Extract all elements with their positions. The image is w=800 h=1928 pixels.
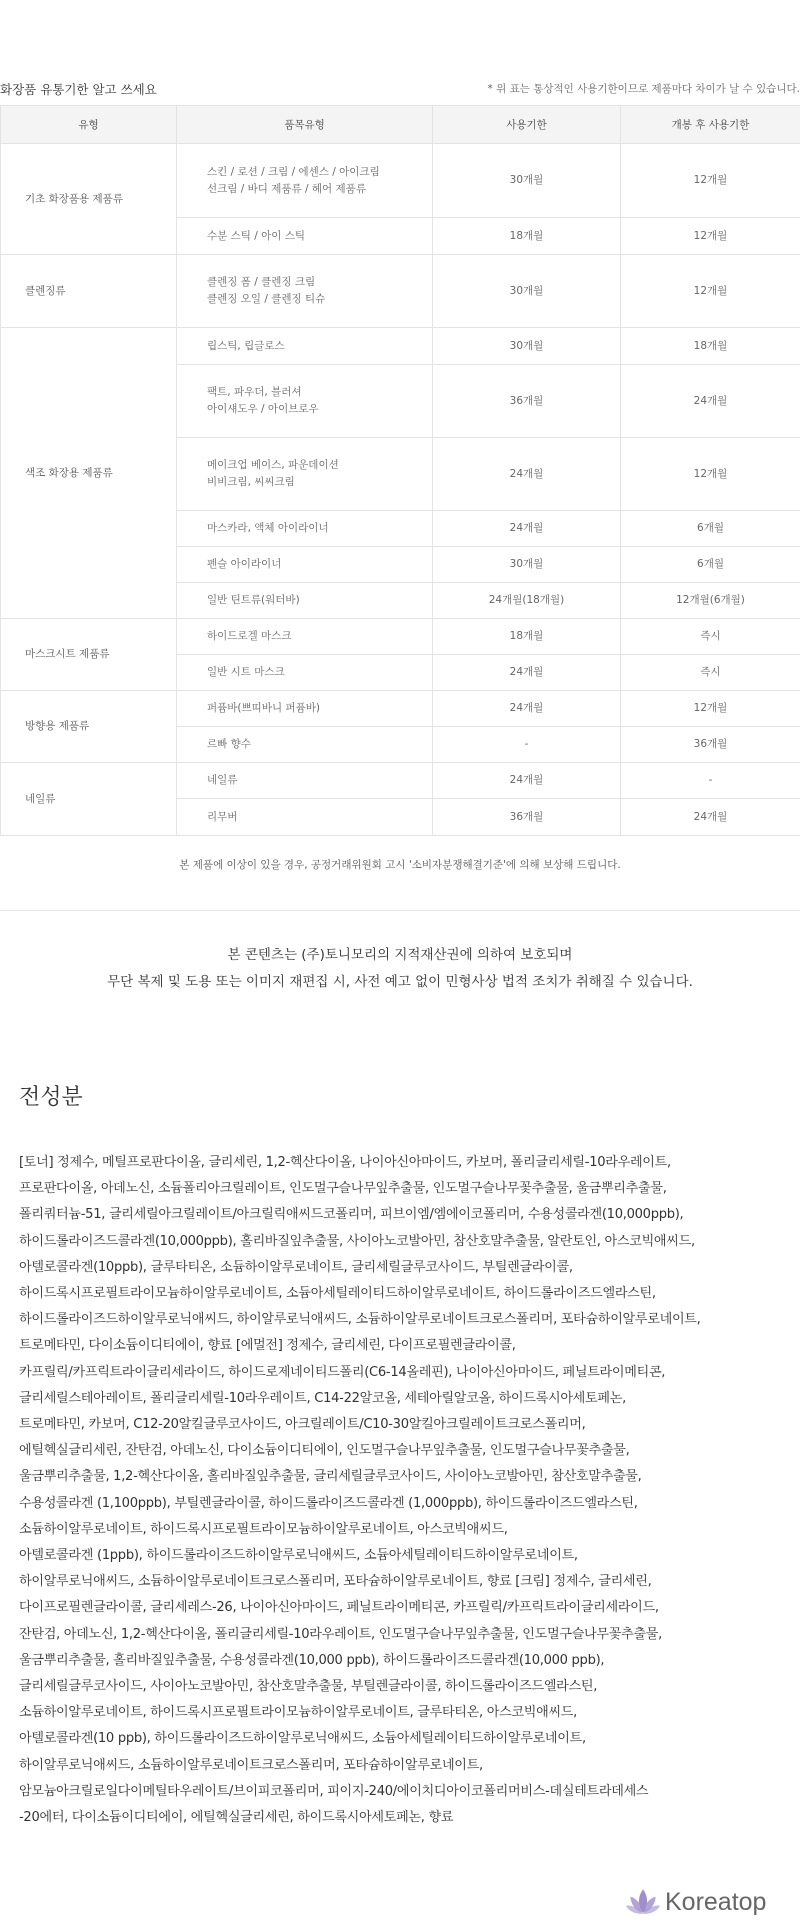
shelf-life-cell: 24개월 xyxy=(433,655,621,691)
items-cell: 스킨 / 로션 / 크림 / 에센스 / 아이크림 선크림 / 바디 제품류 / 헤어 제품류 xyxy=(177,144,433,218)
column-header-items: 품목유형 xyxy=(177,106,433,144)
ingredients-text: [토너] 정제수, 메틸프로판다이올, 글리세린, 1,2-헥산다이올, 나이아신아마이드, 카보머, 폴리글리세릴-10라우레이트, 프로판다이올, 아데노신, 소듐폴리아크릴레이트, 인도멀구슬나무잎추출물, 인도멀구슬나무꽃추출물, 울금뿌리추출물, 폴리쿼터늄-51, 글리세릴아크릴레이트/아크릴릭애씨드코폴리머, 피브이엠/엠에이코폴리머, 수용성콜라겐(10,000ppb), 하이드롤라이즈드콜라겐(10,000ppb), 홀리바질잎추출물, 사이아노코발아민, 참산호말추출물, 알란토인, 아스코빅애씨드, 아텔로콜라겐(10ppb), 글루타티온, 소듐하이알루로네이트, 글리세릴글루코사이드, 부틸렌글라이콜, 하이드록시프로필트라이모늄하이알루로네이트, 소듐아세틸레이티드하이알루로네이트, 하이드롤라이즈드엘라스틴, 하이드롤라이즈드하이알루로닉애씨드, 하이알루로닉애씨드, 소듐하이알루로네이트크로스폴리머, 포타슘하이알루로네이트, 트로메타민, 다이소듐이디티에이, 향료 [에멀전] 정제수, 글리세린, 다이프로필렌글라이콜, 카프릴릭/카프릭트라이글리세라이드, 하이드로제네이티드폴리(C6-14올레핀), 나이아신아마이드, 페닐트라이메티콘, 글리세릴스테아레이트, 폴리글리세릴-10라우레이트, C14-22알코올, 세테아릴알코올, 하이드록시아세토페논, 트로메타민, 카보머, C12-20알킬글루코사이드, 아크릴레이트/C10-30알킬아크릴레이트크로스폴리머, 에틸헥실글리세린, 잔탄검, 아데노신, 다이소듐이디티에이, 인도멀구슬나무잎추출물, 인도멀구슬나무꽃추출물, 울금뿌리추출물, 1,2-헥산다이올, 홀리바질잎추출물, 글리세릴글루코사이드, 사이아노코발아민, 참산호말추출물, 수용성콜라겐 (1,100ppb), 부틸렌글라이콜, 하이드롤라이즈드콜라겐 (1,000ppb), 하이드롤라이즈드엘라스틴, 소듐하이알루로네이트, 하이드록시프로필트라이모늄하이알루로네이트, 아스코빅애씨드, 아텔로콜라겐 (1ppb), 하이드롤라이즈드하이알루로닉애씨드, 소듐아세틸레이티드하이알루로네이트, 하이알루로닉애씨드, 소듐하이알루로네이트크로스폴리머, 포타슘하이알루로네이트, 향료 [크림] 정제수, 글리세린, 다이프로필렌글라이콜, 글리세레스-26, 나이아신아마이드, 페닐트라이메티콘, 카프릴릭/카프릭트라이글리세라이드, 잔탄검, 아데노신, 1,2-헥산다이올, 폴리글리세릴-10라우레이트, 인도멀구슬나무잎추출물, 인도멀구슬나무꽃추출물, 울금뿌리추출물, 홀리바질잎추출물, 수용성콜라겐(10,000 ppb), 하이드롤라이즈드콜라겐(10,000 ppb), 글리세릴글루코사이드, 사이아노코발아민, 참산호말추출물, 부틸렌글라이콜, 하이드롤라이즈드엘라스틴, 소듐하이알루로네이트, 하이드록시프로필트라이모늄하이알루로네이트, 글루타티온, 아스코빅애씨드, 아텔로콜라겐(10 ppb), 하이드롤라이즈드하이알루로닉애씨드, 소듐아세틸레이티드하이알루로네이트, 하이알루로닉애씨드, 소듐하이알루로네이트크로스폴리머, 포타슘하이알루로네이트, 암모늄아크릴로일다이메틸타우레이트/브이피코폴리머, 피이지-240/에이치디아이코폴리머비스-데실테트라데세스 -20에터, 다이소듐이디티에이, 에틸헥실글리세린, 하이드록시아세토페논, 향료 xyxy=(19,1155,701,1826)
opened-life-cell: 즉시 xyxy=(621,619,800,655)
table-row xyxy=(1,619,800,655)
table-note: * 위 표는 통상적인 사용기한이므로 제품마다 차이가 날 수 있습니다. xyxy=(487,83,800,95)
category-cell: 방향용 제품류 xyxy=(1,691,177,763)
column-header-opened-life: 개봉 후 사용기한 xyxy=(621,106,800,144)
items-cell: 립스틱, 립글로스 xyxy=(177,328,433,365)
column-header-type: 유형 xyxy=(1,106,177,144)
table-row xyxy=(1,763,800,799)
shelf-life-cell: 36개월 xyxy=(433,799,621,836)
opened-life-cell: 36개월 xyxy=(621,727,800,763)
items-cell: 일반 틴트류(워터바) xyxy=(177,583,433,619)
table-row xyxy=(1,691,800,727)
section-divider xyxy=(0,910,800,911)
header-row xyxy=(0,80,800,100)
compensation-notice: 본 제품에 이상이 있을 경우, 공정거래위원회 고시 '소비자분쟁해결기준'에 의해 보상해 드립니다. xyxy=(179,859,621,871)
copyright-line-2: 무단 복제 및 도용 또는 이미지 재편집 시, 사전 예고 없이 민형사상 법적 조치가 취해질 수 있습니다. xyxy=(107,974,693,990)
opened-life-cell: 24개월 xyxy=(621,365,800,438)
shelf-life-cell: 30개월 xyxy=(433,328,621,365)
category-cell: 클렌징류 xyxy=(1,255,177,328)
table-row xyxy=(1,144,800,218)
items-cell: 수분 스틱 / 아이 스틱 xyxy=(177,218,433,255)
shelf-life-cell: 24개월 xyxy=(433,763,621,799)
items-cell: 리무버 xyxy=(177,799,433,836)
column-header-shelf-life: 사용기한 xyxy=(433,106,621,144)
shelf-life-cell: 24개월 xyxy=(433,691,621,727)
items-cell: 하이드로겔 마스크 xyxy=(177,619,433,655)
items-cell: 르빠 향수 xyxy=(177,727,433,763)
category-cell: 마스크시트 제품류 xyxy=(1,619,177,691)
shelf-life-cell: 36개월 xyxy=(433,365,621,438)
shelf-life-table xyxy=(0,105,800,836)
shelf-life-cell: 18개월 xyxy=(433,218,621,255)
shelf-life-cell: 24개월 xyxy=(433,438,621,511)
items-cell: 일반 시트 마스크 xyxy=(177,655,433,691)
shelf-life-cell: - xyxy=(433,727,621,763)
items-cell: 마스카라, 액체 아이라이너 xyxy=(177,511,433,547)
opened-life-cell: 12개월 xyxy=(621,691,800,727)
page-title: 화장품 유통기한 알고 쓰세요 xyxy=(0,82,157,97)
shelf-life-cell: 30개월 xyxy=(433,547,621,583)
opened-life-cell: 12개월 xyxy=(621,144,800,218)
shelf-life-cell: 30개월 xyxy=(433,144,621,218)
table-header-row xyxy=(1,106,800,144)
opened-life-cell: 12개월 xyxy=(621,255,800,328)
items-cell: 팩트, 파우더, 블러셔 아이섀도우 / 아이브로우 xyxy=(177,365,433,438)
category-cell: 네일류 xyxy=(1,763,177,836)
items-cell: 네일류 xyxy=(177,763,433,799)
table-row xyxy=(1,328,800,365)
items-cell: 퍼퓸바(쁘띠바니 퍼퓸바) xyxy=(177,691,433,727)
opened-life-cell: 즉시 xyxy=(621,655,800,691)
table-row xyxy=(1,255,800,328)
opened-life-cell: 12개월(6개월) xyxy=(621,583,800,619)
category-cell: 기초 화장품용 제품류 xyxy=(1,144,177,255)
ingredients-title: 전성분 xyxy=(19,1085,83,1110)
opened-life-cell: 18개월 xyxy=(621,328,800,365)
items-cell: 펜슬 아이라이너 xyxy=(177,547,433,583)
copyright-line-1: 본 콘텐츠는 (주)토니모리의 지적재산권에 의하여 보호되며 xyxy=(227,947,573,963)
category-cell: 색조 화장용 제품류 xyxy=(1,328,177,619)
shelf-life-cell: 18개월 xyxy=(433,619,621,655)
shelf-life-cell: 30개월 xyxy=(433,255,621,328)
items-cell: 클렌징 폼 / 클렌징 크림 클렌징 오일 / 클렌징 티슈 xyxy=(177,255,433,328)
brand-name: Koreatop xyxy=(665,1887,767,1916)
opened-life-cell: - xyxy=(621,763,800,799)
items-cell: 메이크업 베이스, 파운데이션 비비크림, 씨씨크림 xyxy=(177,438,433,511)
opened-life-cell: 6개월 xyxy=(621,511,800,547)
opened-life-cell: 12개월 xyxy=(621,438,800,511)
lotus-icon xyxy=(625,1887,661,1917)
shelf-life-cell: 24개월(18개월) xyxy=(433,583,621,619)
opened-life-cell: 12개월 xyxy=(621,218,800,255)
shelf-life-cell: 24개월 xyxy=(433,511,621,547)
watermark xyxy=(625,1884,766,1920)
opened-life-cell: 6개월 xyxy=(621,547,800,583)
opened-life-cell: 24개월 xyxy=(621,799,800,836)
